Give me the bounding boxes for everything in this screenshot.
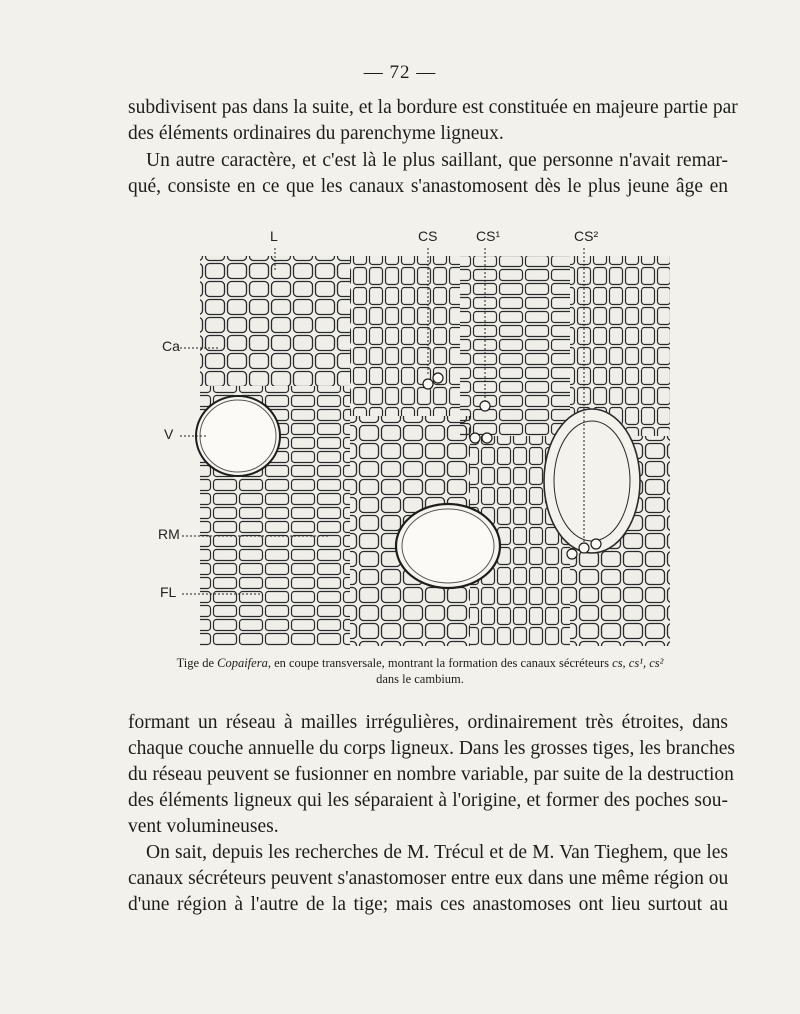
text-line: chaque couche annuelle du corps ligneux. Dans les grosses tiges, les branches (128, 738, 736, 759)
text-line: formant un réseau à mailles irrégulières, ordinairement très étroites, dans (128, 712, 728, 733)
text-line: subdivisent pas dans la suite, et la bordure est constituée en majeure partie par (128, 97, 738, 118)
label-v: V (164, 426, 174, 442)
text-line: vent volumineuses. (128, 816, 279, 837)
label-cs1: CS¹ (476, 228, 501, 244)
paragraph-top (128, 95, 738, 147)
text-line: canaux sécréteurs peuvent s'anastomoser entre eux dans une même région ou (128, 868, 729, 889)
text-line: On sait, depuis les recherches de M. Trécul et de M. Van Tieghem, que les (146, 842, 728, 863)
caption-genus: Copaifera (217, 656, 268, 670)
label-cs2: CS² (574, 228, 599, 244)
caption-prefix: Tige de (176, 656, 218, 670)
paragraph-second (128, 148, 728, 200)
text-line: Un autre caractère, et c'est là le plus saillant, que personne n'avait remar- (146, 150, 728, 171)
caption-canal-labels: cs, cs¹, cs² (612, 656, 664, 670)
text-line: d'une région à l'autre de la tige; mais ces anastomoses ont lieu surtout au (128, 894, 728, 915)
cross-section-figure (160, 226, 680, 646)
text-line: qué, consiste en ce que les canaux s'anastomosent dès le plus jeune âge en (128, 176, 728, 197)
label-cs: CS (418, 228, 438, 244)
figure-caption (120, 655, 720, 687)
text-line: des éléments ordinaires du parenchyme ligneux. (128, 123, 504, 144)
page-number: — 72 — (363, 62, 437, 83)
text-line: du réseau peuvent se fusionner en nombre variable, par suite de la destruction (128, 764, 734, 785)
label-ca: Ca (162, 338, 180, 354)
cell-tissue-illustration (160, 226, 680, 646)
label-rm: RM (158, 526, 180, 542)
label-l: L (270, 228, 278, 244)
text-line: des éléments ligneux qui les séparaient à l'origine, et former des poches sou- (128, 790, 728, 811)
caption-middle: , en coupe transversale, montrant la formation des canaux sécréteurs (267, 656, 613, 670)
label-fl: FL (160, 584, 177, 600)
caption-line-2: dans le cambium. (376, 672, 464, 686)
paragraph-fourth (128, 840, 728, 918)
paragraph-third (128, 710, 736, 840)
